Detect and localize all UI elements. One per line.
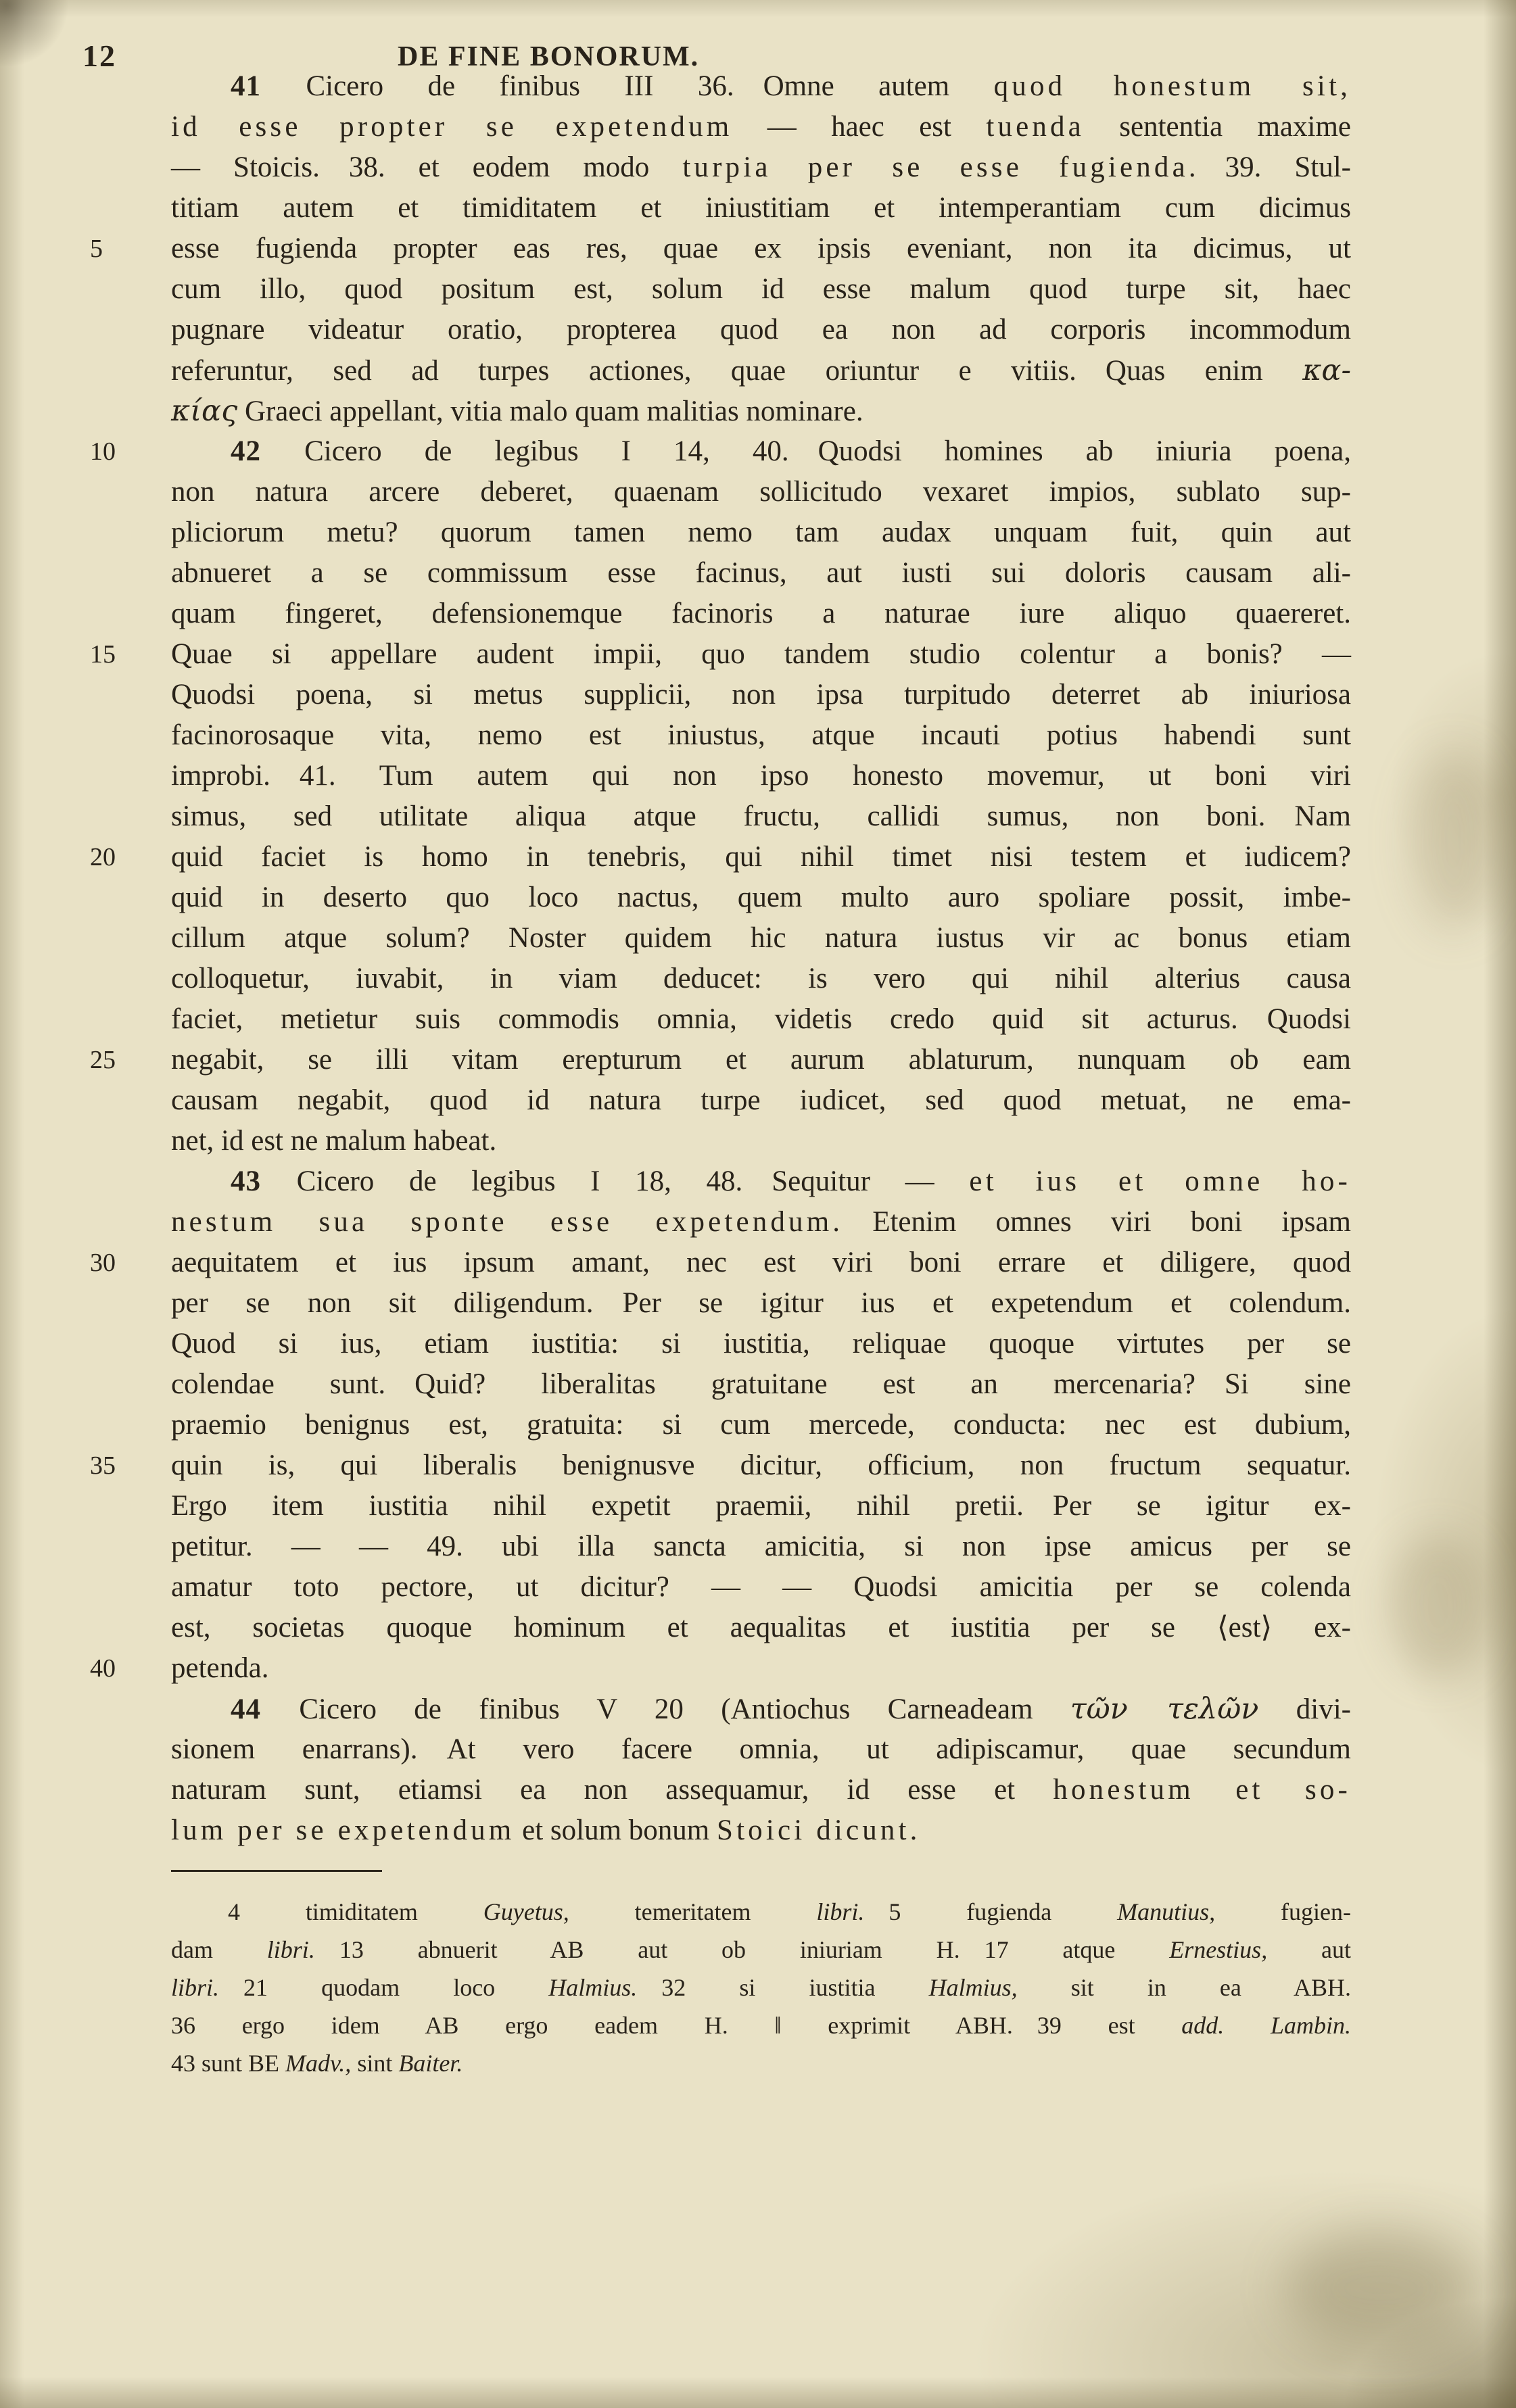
text-segment: Quae si appellare audent impii, quo tandem studio colentur a bonis? — xyxy=(171,638,1351,670)
footnote-line xyxy=(171,1931,1351,1969)
text-segment: honestum et so- xyxy=(1053,1774,1351,1806)
text-segment: dam xyxy=(171,1936,267,1963)
text-segment: — Stoicis. 38. et eodem modo xyxy=(171,151,683,183)
text-segment: et solum bonum xyxy=(515,1814,717,1846)
footnote-line xyxy=(171,1893,1351,1931)
italic-text-segment: Baiter. xyxy=(398,2050,463,2077)
text-segment: petenda. xyxy=(171,1652,269,1684)
body-text-line xyxy=(171,147,1351,188)
paper-stain xyxy=(1286,2231,1475,2346)
body-text-line xyxy=(171,350,1351,391)
text-segment: Etenim omnes viri boni ipsam xyxy=(843,1206,1351,1238)
body-text-line xyxy=(90,228,1351,269)
text-segment: cillum atque solum? Noster quidem hic natura iustus vir ac bonus etiam xyxy=(171,922,1351,954)
body-text-line xyxy=(171,999,1351,1040)
text-segment: 43 sunt BE xyxy=(171,2050,286,2077)
italic-text-segment: Guyetus, xyxy=(483,1898,569,1925)
text-segment: sionem enarrans). At vero facere omnia, ut adipiscamur, quae secundum xyxy=(171,1733,1351,1765)
text-segment: temeritatem xyxy=(569,1898,817,1925)
body-text-line xyxy=(171,1202,1351,1243)
text-segment: net, id est ne malum habeat. xyxy=(171,1125,497,1157)
text-segment: pugnare videatur oratio, propterea quod ea non ad corporis incommodum xyxy=(171,314,1351,345)
body-text-line xyxy=(90,431,1352,472)
text-segment: — haec est xyxy=(732,111,987,143)
body-text-line xyxy=(171,553,1351,594)
footnote-line xyxy=(171,2044,1351,2082)
text-segment: Quod si ius, etiam iustitia: si iustitia, reliquae quoque virtutes per se xyxy=(171,1328,1351,1359)
body-text-line xyxy=(171,391,1351,431)
greek-text-segment: τῶν τελῶν xyxy=(1070,1692,1259,1726)
text-segment: praemio benignus est, gratuita: si cum mercede, conducta: nec est dubium, xyxy=(171,1409,1351,1441)
text-segment: petitur. — — 49. ubi illa sancta amicitia, si non ipse amicus per se xyxy=(171,1531,1351,1562)
body-text-line xyxy=(171,959,1351,999)
body-text-line xyxy=(171,1364,1351,1405)
text-segment: Cicero de finibus III 36. Omne autem xyxy=(306,70,994,102)
text-segment: quam fingeret, defensionemque facinoris a naturae iure aliquo quaereret. xyxy=(171,598,1351,629)
greek-text-segment: κα- xyxy=(1302,354,1351,387)
text-segment: cum illo, quod positum est, solum id esse malum quod turpe sit, haec xyxy=(171,273,1351,305)
margin-line-number: 35 xyxy=(90,1451,116,1480)
bold-number-segment: 43 xyxy=(231,1165,297,1197)
body-text-line xyxy=(171,1770,1351,1810)
apparatus-footnotes xyxy=(171,1893,1351,2082)
body-text-line xyxy=(171,1283,1351,1324)
greek-text-segment: κίας xyxy=(171,394,238,428)
body-text-line xyxy=(171,1608,1351,1648)
body-text-line xyxy=(171,472,1351,512)
body-text-line xyxy=(171,918,1351,959)
footnote-separator-rule xyxy=(171,1870,382,1872)
body-text-line xyxy=(171,1689,1351,1729)
text-segment: divi- xyxy=(1258,1693,1351,1725)
body-text-line xyxy=(171,1526,1351,1567)
paper-stain xyxy=(1409,750,1497,933)
body-text-line xyxy=(171,715,1351,756)
text-segment: 5 fugienda xyxy=(864,1898,1118,1925)
text-segment: abnueret a se commissum esse facinus, aut iusti sui doloris causam ali- xyxy=(171,557,1351,589)
text-segment: titiam autem et timiditatem et iniustitiam et intemperantiam cum dicimus xyxy=(171,192,1351,224)
text-segment: quid faciet is homo in tenebris, qui nihil timet nisi testem et iudicem? xyxy=(171,841,1351,873)
text-segment: 21 quodam loco xyxy=(219,1974,549,2001)
text-segment: et ius et omne ho- xyxy=(969,1165,1351,1197)
body-text-line xyxy=(171,107,1351,147)
body-text-line xyxy=(90,1040,1351,1080)
text-segment: aut xyxy=(1267,1936,1351,1963)
body-text-line xyxy=(171,594,1351,634)
text-segment: sit in ea ABH. xyxy=(1017,1974,1352,2001)
text-segment: est, societas quoque hominum et aequalitas et iustitia per se ⟨est⟩ ex- xyxy=(171,1612,1351,1643)
text-segment: simus, sed utilitate aliqua atque fructu, callidi sumus, non boni. Nam xyxy=(171,800,1351,832)
text-segment: naturam sunt, etiamsi ea non assequamur, id esse et xyxy=(171,1774,1053,1806)
margin-line-number: 20 xyxy=(90,843,116,871)
text-segment: quid in deserto quo loco nactus, quem multo auro spoliare possit, imbe- xyxy=(171,882,1351,913)
text-segment: 36 ergo idem AB ergo eadem H. ‖ exprimit ABH. 39 est xyxy=(171,2012,1182,2039)
body-text-line xyxy=(171,1161,1351,1202)
body-text-line xyxy=(90,1445,1351,1486)
running-header-title: DE FINE BONORUM. xyxy=(398,41,700,72)
italic-text-segment: add. Lambin. xyxy=(1181,2012,1351,2039)
body-text-line xyxy=(171,188,1351,228)
italic-text-segment: libri. xyxy=(816,1898,865,1925)
body-text-line xyxy=(171,1486,1351,1526)
bold-number-segment: 42 xyxy=(231,435,305,467)
body-text-line xyxy=(171,1121,1351,1161)
body-text-line xyxy=(171,1405,1351,1445)
text-segment: negabit, se illi vitam erepturum et aurum ablaturum, nunquam ob eam xyxy=(171,1044,1351,1076)
bold-number-segment: 44 xyxy=(231,1693,300,1725)
text-segment: Stoici dicunt. xyxy=(717,1814,921,1846)
text-segment: per se non sit diligendum. Per se igitur ius et expetendum et colendum. xyxy=(171,1287,1351,1319)
text-segment: faciet, metietur suis commodis omnia, videtis credo quid sit acturus. Quodsi xyxy=(171,1003,1351,1035)
body-text-line xyxy=(90,1648,1351,1689)
text-segment: aequitatem et ius ipsum amant, nec est viri boni errare et diligere, quod xyxy=(171,1247,1351,1278)
text-segment: colloquetur, iuvabit, in viam deducet: is vero qui nihil alterius causa xyxy=(171,963,1351,994)
text-segment: facinorosaque vita, nemo est iniustus, atque incauti potius habendi sunt xyxy=(171,719,1351,751)
text-segment: Graeci appellant, vitia malo quam malitias nominare. xyxy=(237,395,863,427)
margin-line-number: 25 xyxy=(90,1046,116,1074)
text-segment: lum per se expetendum xyxy=(171,1814,515,1846)
margin-line-number: 15 xyxy=(90,640,116,669)
text-segment: sint xyxy=(351,2050,399,2077)
italic-text-segment: Manutius, xyxy=(1117,1898,1216,1925)
text-segment: . 39. Stul- xyxy=(1188,151,1351,183)
footnote-line xyxy=(171,2006,1351,2044)
body-text-line xyxy=(171,1080,1351,1121)
body-text-line xyxy=(171,512,1351,553)
bold-number-segment: 41 xyxy=(231,70,306,102)
body-text-line xyxy=(90,1243,1351,1283)
text-segment: id esse propter se expetendum xyxy=(171,111,733,143)
text-segment: Cicero de legibus I 18, 48. Sequitur — xyxy=(296,1165,970,1197)
body-text-line xyxy=(171,756,1351,796)
body-text-line xyxy=(171,269,1351,310)
body-text-line xyxy=(171,1324,1351,1364)
italic-text-segment: libri. xyxy=(171,1974,220,2001)
italic-text-segment: Halmius, xyxy=(928,1974,1018,2001)
text-segment: Quodsi poena, si metus supplicii, non ipsa turpitudo deterret ab iniuriosa xyxy=(171,679,1351,711)
paper-stain xyxy=(1388,1535,1489,1677)
body-text-line xyxy=(171,1810,1351,1851)
text-segment: fugien- xyxy=(1215,1898,1351,1925)
margin-line-number: 5 xyxy=(90,235,103,263)
text-segment: non natura arcere deberet, quaenam sollicitudo vexaret impios, sublato sup- xyxy=(171,476,1351,508)
text-segment: Cicero de legibus I 14, 40. Quodsi homines ab iniuria poena, xyxy=(304,435,1352,467)
italic-text-segment: Madv., xyxy=(285,2050,352,2077)
text-segment: tuenda xyxy=(986,111,1085,143)
italic-text-segment: Ernestius, xyxy=(1169,1936,1268,1963)
text-segment: Ergo item iustitia nihil expetit praemii, nihil pretii. Per se igitur ex- xyxy=(171,1490,1351,1522)
footnote-line xyxy=(171,1969,1351,2006)
text-segment: esse fugienda propter eas res, quae ex ipsis eveniant, non ita dicimus, ut xyxy=(171,233,1351,264)
body-text-line xyxy=(171,877,1351,918)
body-text-line xyxy=(171,310,1351,350)
text-segment: 32 si iustitia xyxy=(637,1974,929,2001)
page-number: 12 xyxy=(82,39,116,73)
margin-line-number: 10 xyxy=(90,437,116,466)
margin-line-number: 40 xyxy=(90,1654,116,1683)
text-segment: 4 timiditatem xyxy=(228,1898,483,1925)
text-segment: referuntur, sed ad turpes actiones, quae oriuntur e vitiis. Quas enim xyxy=(171,355,1303,387)
text-segment: amatur toto pectore, ut dicitur? — — Quodsi amicitia per se colenda xyxy=(171,1571,1351,1603)
text-segment: nestum sua sponte esse expetendum. xyxy=(171,1206,844,1238)
body-text-line xyxy=(90,837,1351,877)
italic-text-segment: Halmius. xyxy=(548,1974,638,2001)
body-text-line xyxy=(171,796,1351,837)
body-text-line xyxy=(90,634,1351,675)
italic-text-segment: libri. xyxy=(266,1936,315,1963)
text-segment: improbi. 41. Tum autem qui non ipso honesto movemur, ut boni viri xyxy=(171,760,1351,792)
main-text-block xyxy=(90,66,1352,1851)
text-segment: quod honestum sit, xyxy=(993,70,1351,102)
text-segment: causam negabit, quod id natura turpe iudicet, sed quod metuat, ne ema- xyxy=(171,1084,1351,1116)
text-segment: quin is, qui liberalis benignusve dicitur, officium, non fructum sequatur. xyxy=(171,1449,1351,1481)
text-segment: colendae sunt. Quid? liberalitas gratuitane est an mercenaria? Si sine xyxy=(171,1368,1351,1400)
body-text-line xyxy=(171,1729,1351,1770)
text-segment: 13 abnuerit AB aut ob iniuriam H. 17 atque xyxy=(314,1936,1170,1963)
text-segment: pliciorum metu? quorum tamen nemo tam audax unquam fuit, quin aut xyxy=(171,516,1351,548)
text-segment: turpia per se esse fugienda xyxy=(682,151,1189,183)
body-text-line xyxy=(171,1567,1351,1608)
body-text-line xyxy=(171,66,1351,107)
text-segment: Cicero de finibus V 20 (Antiochus Carneadeam xyxy=(299,1693,1070,1725)
margin-line-number: 30 xyxy=(90,1249,116,1277)
body-text-line xyxy=(171,675,1351,715)
text-segment: sententia maxime xyxy=(1084,111,1351,143)
